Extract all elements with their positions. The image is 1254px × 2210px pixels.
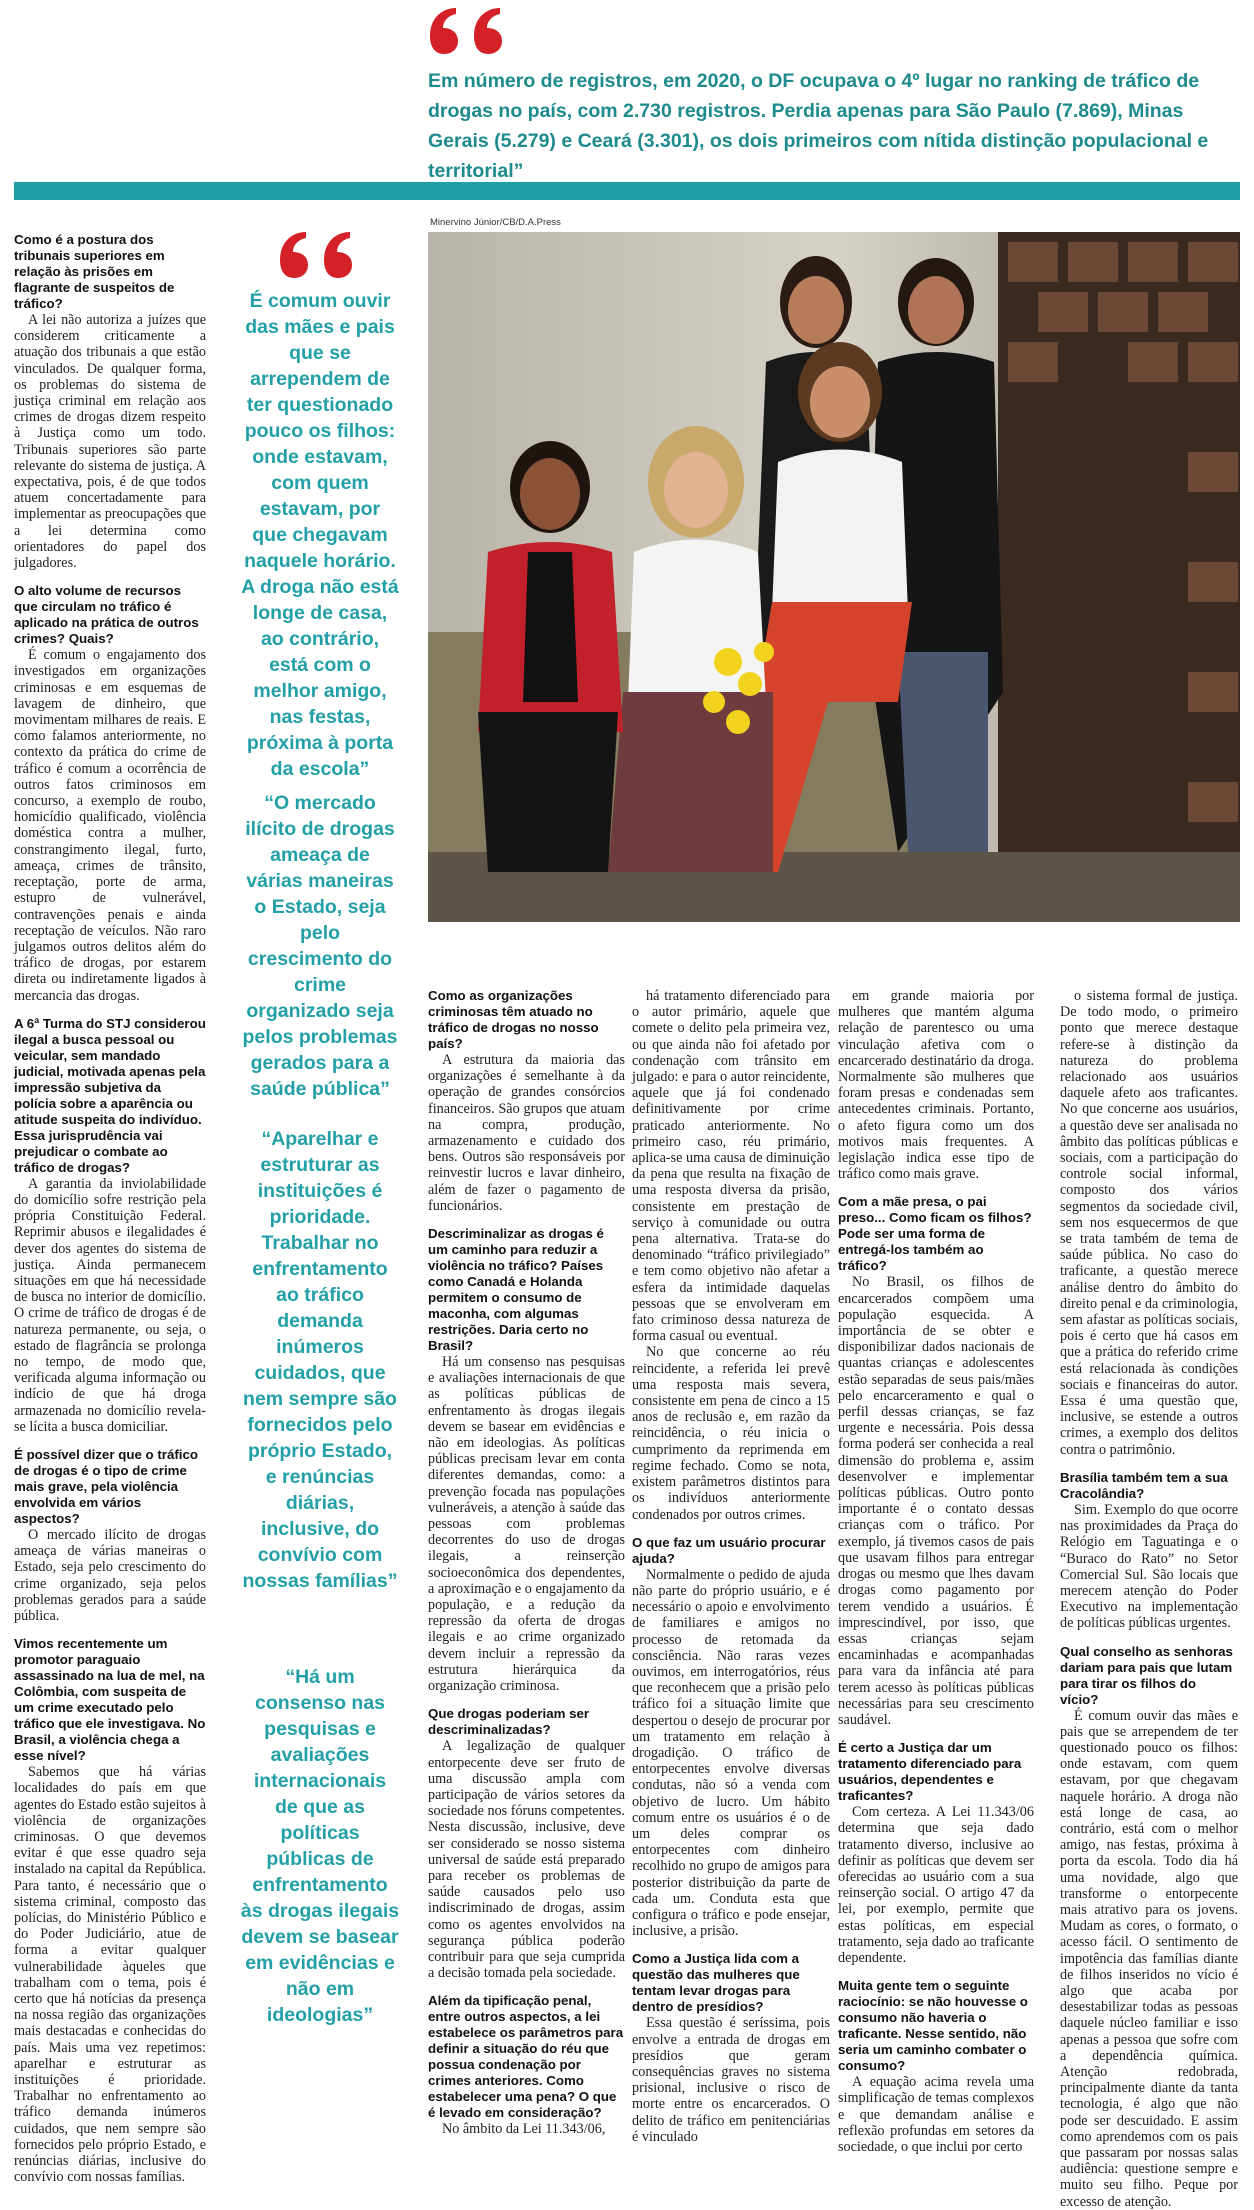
- interview-answer: A lei não autoriza a juízes que considerem criticamente a atuação dos tribunais a que estão vinculados. De qualquer forma, os problemas do sistema de justiça criminal em relação aos crimes de drogas dizem respeito à Justiça como um todo. Tribunais superiores são parte relevante do sistema de justiça. A expectativa, pois, é de que todos atuem concertadamente para implementar as preocupações que a lei determina como orientadores do papel dos julgadores.: [14, 312, 206, 572]
- interview-column-5: [838, 988, 1034, 2155]
- interview-answer: Há um consenso nas pesquisas e avaliações internacionais de que as políticas públicas de enfrentamento às drogas ilegais devem se basear em evidências e não em ideologias. As políticas públicas precisam levar em conta diferentes demandas, como: a prevenção focada nas populações vulneráveis, a atenção à saúde das pessoas com problemas decorrentes do uso de drogas ilegais, a reinserção socioeconômica dos dependentes, a aproximação e o engajamento da população, e a redução da repressão da oferta de drogas ilegais e ao crime organizado devem incluir a repressão da estrutura hierárquica da organização criminosa.: [428, 1354, 625, 1695]
- interview-column-6: [1060, 988, 1238, 2210]
- section-divider-bar: [14, 182, 1240, 200]
- interview-question: É certo a Justiça dar um tratamento diferenciado para usuários, dependentes e traficantes?: [838, 1740, 1022, 1804]
- interview-column-3: [428, 988, 625, 2138]
- interview-question: O que faz um usuário procurar ajuda?: [632, 1534, 826, 1566]
- interview-answer: Essa questão é seríssima, pois envolve a entrada de drogas em presídios que geram consequências graves no sistema prisional, inclusive o risco de morte entre os encarcerados. O delito de tráfico em penitenciárias é vinculado: [632, 2015, 830, 2145]
- interview-column-4: [632, 988, 830, 2145]
- interview-answer: A equação acima revela uma simplificação de temas complexos e que demandam análise e reflexão profundas em setores da sociedade, o que inclui por certo: [838, 2074, 1034, 2155]
- interview-question: Que drogas poderiam ser descriminalizadas?: [428, 1706, 590, 1738]
- interview-answer: A garantia da inviolabilidade do domicílio sofre restrição pela própria Constituição Federal. Reprimir abusos e ilegalidades é dever dos agentes do sistema de justiça. Ainda permanecem situações em que há necessidade de busca no interior de domicílio. O crime de tráfico de drogas é de natureza permanente, ou seja, o estado de flagrância se prolonga no tempo, de modo que, verificada alguma informação ou indício de que há droga armazenada no domicílio revela-se lícita a busca domiciliar.: [14, 1175, 206, 1435]
- interview-answer: Sim. Exemplo do que ocorre nas proximidades da Praça do Relógio em Taguatinga e o “Buraco do Rato” no Setor Comercial Sul. São locais que merecem atenção do Poder Executivo na implementação de políticas públicas urgentes.: [1060, 1501, 1238, 1632]
- interview-answer: A legalização de qualquer entorpecente deve ser fruto de uma discussão ampla com participação de vários setores da sociedade nos fóruns competentes. Nesta discussão, inclusive, deve ser considerado se nosso sistema universal de saúde está preparado para receber os problemas de saúde causados pelo uso indiscriminado de drogas, assim como os agentes envolvidos na segurança pública poderão contribuir para que seja cumprida a decisão tomada pela sociedade.: [428, 1738, 625, 1982]
- interview-question: Brasília também tem a sua Cracolândia?: [1060, 1469, 1228, 1501]
- pull-quote: “O mercado ilícito de drogas ameaça de várias maneiras o Estado, seja pelo crescimento do crime organizado seja pelos problemas gerados para a saúde pública”: [242, 792, 398, 1100]
- interview-question: O alto volume de recursos que circulam no tráfico é aplicado na prática de outros crimes? Quais?: [14, 583, 199, 647]
- interview-answer: há tratamento diferenciado para o autor primário, aquele que comete o delito pela primeira vez, ou que ainda não foi afetado por condenação com trânsito em julgado: e para o autor reincidente, aquele que já foi condenado definitivamente por crime praticado anteriormente. No primeiro caso, réu primário, aplica-se uma causa de diminuição da pena que resulta na fixação de uma resposta diversa da prisão, consistente em prestação de serviço à comunidade ou outra pena alternativa. Trata-se do denominado “tráfico privilegiado” e tem como objetivo não afetar a esfera da intimidade daquelas pessoas que se envolveram em fato criminoso dessa natureza de forma casual ou eventual.: [632, 988, 830, 1345]
- photo-credit: Minervino Júnior/CB/D.A.Press: [430, 217, 561, 228]
- interview-column-1: [14, 232, 206, 2185]
- interview-question: Descriminalizar as drogas é um caminho para reduzir a violência no tráfico? Países como Canadá e Holanda permitem o consumo de maconha, com algumas restrições. Daria certo no Brasil?: [428, 1226, 604, 1354]
- interview-answer: o sistema formal de justiça. De todo modo, o primeiro ponto que merece destaque refere-se à distinção da natureza do problema relacionado aos usuários daquele afeto aos traficantes. No que concerne aos usuários, a questão deve ser analisada no âmbito das políticas públicas e sociais, com a participação do controle social informal, composto dos vários segmentos da sociedade civil, sem nos esquecermos de que se trata também de tema de saúde pública. No caso do traficante, a questão merece análise dentro do âmbito do direito penal e da criminologia, sem afastar as políticas sociais, pois é certo que há casos em que a prática do referido crime está relacionada às condições sociais e financeiras do autor. Essa é uma questão que, inclusive, se estende a outros crimes, a exemplo dos delitos contra o patrimônio.: [1060, 988, 1238, 1458]
- interview-question: A 6ª Turma do STJ considerou ilegal a busca pessoal ou veicular, sem mandado judicial, motivada apenas pela impressão subjetiva da polícia sobre a aparência ou atitude suspeita do indivíduo. Essa jurisprudência vai prejudicar o combate ao tráfico de drogas?: [14, 1015, 206, 1175]
- interview-question: Com a mãe presa, o pai preso... Como ficam os filhos? Pode ser uma forma de entregá-los também ao tráfico?: [838, 1194, 1032, 1274]
- interview-answer: Sabemos que há várias localidades do país em que agentes do Estado estão sujeitos à violência de organizações criminosas. O que devemos evitar é que esse quadro seja instalado na capital da República. Para tanto, é necessário que o sistema criminal, composto das polícias, do Ministério Público e do Poder Judiciário, atue de forma a evitar qualquer vulnerabilidade àqueles que trabalham com o tema, pois é certo que há notícias da presença na nossa região das organizações mais destacadas e conhecidas do país. Mais uma vez repetimos: aparelhar e estruturar as instituições é prioridade. Trabalhar no enfrentamento ao tráfico demanda inúmeros cuidados, que nem sempre são fornecidos pelo próprio Estado, e renúncias diárias, inclusive do convívio com nossas famílias.: [14, 1764, 206, 2186]
- interview-answer: O mercado ilícito de drogas ameaça de várias maneiras o Estado, seja pelo crescimento do crime organizado, seja pelos problemas gerados para a saúde pública.: [14, 1526, 206, 1624]
- interview-question: Vimos recentemente um promotor paraguaio assassinado na lua de mel, na Colômbia, com suspeita de um crime executado pelo tráfico que ele investigava. No Brasil, a violência chega a esse nível?: [14, 1636, 206, 1764]
- quote-mark-icon: [278, 230, 360, 280]
- interview-answer: É comum o engajamento dos investigados em organizações criminosas e em esquemas de lavagem de dinheiro, que movimentam milhares de reais. E como falamos anteriormente, no contexto da prática do crime de tráfico é comum a ocorrência de outros fatos criminosos em concurso, a exemplo de roubo, homicídio qualificado, violência doméstica contra a mulher, constrangimento ilegal, furto, ameaça, crimes de trânsito, receptação, porte de arma, estupro de vulnerável, contravenções penais e ainda receptação de veículos. Não raro julgamos outros delitos além do tráfico de drogas, por estarem direta ou indiretamente ligados à mercancia das drogas.: [14, 647, 206, 1004]
- interview-answer: em grande maioria por mulheres que mantém alguma relação de parentesco ou uma vinculação afetiva com o encarcerado destinatário da droga. Normalmente são mulheres que foram presas e condenadas sem antecedentes criminais. Portanto, o afeto figura como um dos motivos mais frequentes. A legislação indica esse tipo de tráfico como mais grave.: [838, 988, 1034, 1183]
- interview-answer: É comum ouvir das mães e pais que se arrependem de ter questionado pouco os filhos: onde estavam, com quem estavam, por que chegavam naquele horário. A droga não está longe de casa, ao contrário, está com o melhor amigo, nas festas, próxima à porta da escola. Todo dia há uma novidade, algo que transforme o entorpecente mais atrativo para os jovens. Mudam as cores, o formato, o acesso fácil. O sentimento de impotência das famílias diante de filhos inseridos no vício é algo que acaba por desestabilizar todas as pessoas daquele núcleo familiar e isso apenas a pessoa que sofre com a dependência química. Atenção redobrada, principalmente diante da tanta tecnologia, é algo que não pode ser descuidado. E assim como aprendemos com os pais que passaram por nossas salas audiência: questione sempre e muito seu filho. Peque por excesso de atenção.: [1060, 1707, 1238, 2210]
- photo-illustration: [428, 232, 1240, 922]
- interview-question: Muita gente tem o seguinte raciocínio: se não houvesse o consumo não haveria o traficante. Nesse sentido, não seria um caminho combater o consumo?: [838, 1978, 1028, 2074]
- interview-answer: Normalmente o pedido de ajuda não parte do próprio usuário, e é necessário o apoio e envolvimento de familiares e amigos no processo de retomada da consciência. Não raras vezes ouvimos, em interrogatórios, réus que reconhecem que a prisão pelo tráfico foi a situação limite que despertou o desejo de procurar por um tratamento em relação à drogadição. O tráfico de entorpecentes envolve diversas condutas, não só a venda com objetivo de lucro. Um hábito comum entre os usuários é o de um deles comprar os entorpecentes com dinheiro recolhido no grupo de amigos para posterior distribuição da parte de cada um. Conduta esta que configura o tráfico e pode ensejar, inclusive, a prisão.: [632, 1566, 830, 1940]
- top-pull-quote: Em número de registros, em 2020, o DF ocupava o 4º lugar no ranking de tráfico de drogas no país, com 2.730 registros. Perdia apenas para São Paulo (7.869), Minas Gerais (5.279) e Ceará (3.301), os dois primeiros com nítida distinção populacional e territorial”: [428, 70, 1209, 182]
- interview-question: Qual conselho as senhoras dariam para pais que lutam para tirar os filhos do vício?: [1060, 1643, 1233, 1707]
- interview-question: Como a Justiça lida com a questão das mulheres que tentam levar drogas para dentro de presídios?: [632, 1951, 800, 2015]
- group-photo: [428, 232, 1240, 922]
- interview-answer: No Brasil, os filhos de encarcerados compõem uma população esquecida. A importância de se obter e disponibilizar dados nacionais de quantas crianças e adolescentes estão separadas de seus pais/mães pelo encarceramento e qual o perfil dessas crianças, se faz urgente e necessária. Pois dessa forma poderá ser conhecida a real dimensão do problema e, assim desenvolver e implementar políticas públicas. Outro ponto importante é o contato dessas crianças com o tráfico. Por exemplo, já tivemos casos de pais que usavam filhos para entregar drogas ou mesmo que lhes davam drogas como pagamento por terem vendido a usuários. É imprescindível, por isso, que essas crianças sejam encaminhadas e acompanhadas para vara da infância até para terem acesso às políticas públicas necessárias para seu crescimento saudável.: [838, 1274, 1034, 1728]
- interview-question: Como é a postura dos tribunais superiores em relação às prisões em flagrante de suspeitos de tráfico?: [14, 232, 175, 311]
- interview-answer: A estrutura da maioria das organizações é semelhante à da operação de grandes consórcios financeiros. São grupos que atuam na compra, produção, armazenamento e cuidado dos bens. Outros são responsáveis por reinvestir lucros e lavar dinheiro, além de fazer o pagamento de funcionários.: [428, 1052, 625, 1214]
- interview-answer: No que concerne ao réu reincidente, a referida lei prevê uma resposta mais severa, consistente em pena de cinco a 15 anos de reclusão e, em razão da reincidência, o réu inicia o cumprimento da reprimenda em regime fechado. Como se nota, existem parâmetros distintos para os indivíduos anteriormente condenados por outros crimes.: [632, 1344, 830, 1523]
- quote-mark-icon: [428, 6, 510, 56]
- pull-quote: “Há um consenso nas pesquisas e avaliações internacionais de que as políticas públicas de enfrentamento às drogas ilegais devem se basear em evidências e não em ideologias”: [240, 1666, 400, 2026]
- interview-question: Além da tipificação penal, entre outros aspectos, a lei estabelece os parâmetros para definir a situação do réu que possua condenação por crimes anteriores. Como estabelecer uma pena? O que é levado em consideração?: [428, 1993, 624, 2121]
- interview-answer: No âmbito da Lei 11.343/06,: [442, 2121, 606, 2138]
- interview-question: É possível dizer que o tráfico de drogas é o tipo de crime mais grave, pela violência envolvida em vários aspectos?: [14, 1446, 198, 1526]
- pull-quote: “Aparelhar e estruturar as instituições é prioridade. Trabalhar no enfrentamento ao tráfico demanda inúmeros cuidados, que nem sempre são fornecidos pelo próprio Estado, e renúncias diárias, inclusive, do convívio com nossas famílias”: [242, 1128, 398, 1592]
- interview-question: Como as organizações criminosas têm atuado no tráfico de drogas no nosso país?: [428, 988, 599, 1051]
- pull-quote: É comum ouvir das mães e pais que se arrependem de ter questionado pouco os filhos: onde estavam, com quem estavam, por que chegavam naquele horário. A droga não está longe de casa, ao contrário, está com o melhor amigo, nas festas, próxima à porta da escola”: [241, 290, 399, 780]
- interview-answer: Com certeza. A Lei 11.343/06 determina que seja dado tratamento diverso, inclusive ao definir as políticas que devem ser oferecidas ao usuário com a sua reinserção social. O artigo 47 da lei, por exemplo, permite que estas políticas, em especial tratamento, seja dado ao traficante dependente.: [838, 1804, 1034, 1966]
